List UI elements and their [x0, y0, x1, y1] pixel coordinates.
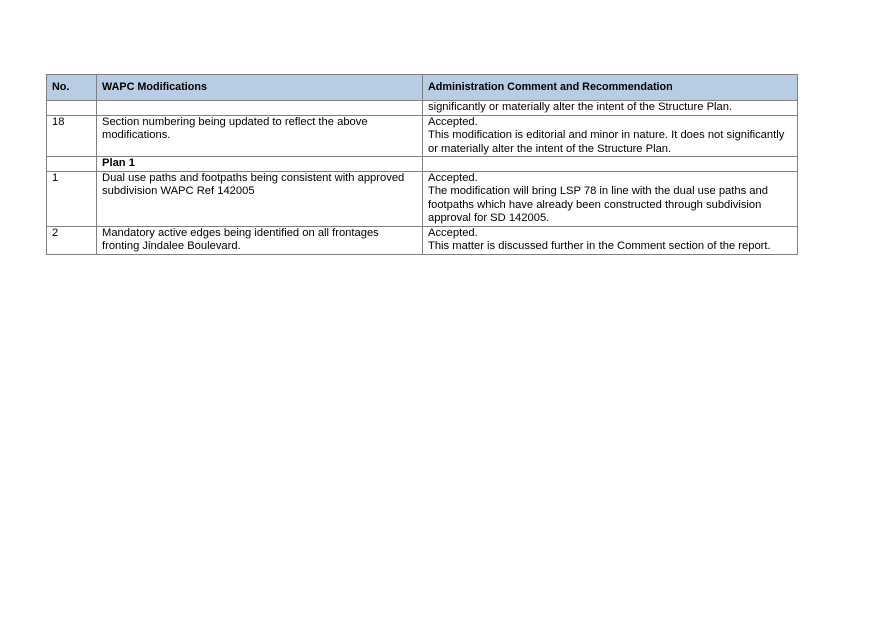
modification-text: Dual use paths and footpaths being consistent with approved subdivision WAPC Ref 142005 — [97, 171, 423, 226]
comment-cell — [423, 101, 798, 116]
table-row — [47, 171, 798, 226]
row-number — [47, 101, 97, 116]
modification-text: Section numbering being updated to reflect the above modifications. — [97, 115, 423, 157]
comment-line: This matter is discussed further in the Comment section of the report. — [428, 240, 771, 252]
comment-line: This modification is editorial and minor in nature. It does not significantly or materially alter the intent of the Structure Plan. — [428, 129, 788, 155]
row-number: 2 — [47, 226, 97, 254]
comment-cell — [423, 115, 798, 157]
table-row — [47, 115, 798, 157]
modification-text — [97, 101, 423, 116]
modifications-table — [46, 74, 798, 255]
comment-cell — [423, 157, 798, 172]
table-section-row — [47, 157, 798, 172]
comment-status: Accepted. — [428, 226, 478, 239]
comment-line: significantly or materially alter the intent of the Structure Plan. — [428, 101, 733, 113]
header-wapc-modifications: WAPC Modifications — [97, 75, 423, 101]
modification-text: Mandatory active edges being identified on all frontages fronting Jindalee Boulevard. — [97, 226, 423, 254]
section-label-plan-1: Plan 1 — [97, 157, 423, 172]
header-no: No. — [47, 75, 97, 101]
table-row — [47, 101, 798, 116]
comment-status: Accepted. — [428, 171, 478, 184]
comment-cell — [423, 171, 798, 226]
comment-cell — [423, 226, 798, 254]
header-administration-comment: Administration Comment and Recommendation — [423, 75, 798, 101]
table-header-row — [47, 75, 798, 101]
table-row — [47, 226, 798, 254]
row-number: 1 — [47, 171, 97, 226]
row-number — [47, 157, 97, 172]
row-number: 18 — [47, 115, 97, 157]
comment-line: The modification will bring LSP 78 in line with the dual use paths and footpaths which have already been constructed through subdivision approval for SD 142005. — [428, 185, 772, 224]
comment-status: Accepted. — [428, 115, 478, 128]
